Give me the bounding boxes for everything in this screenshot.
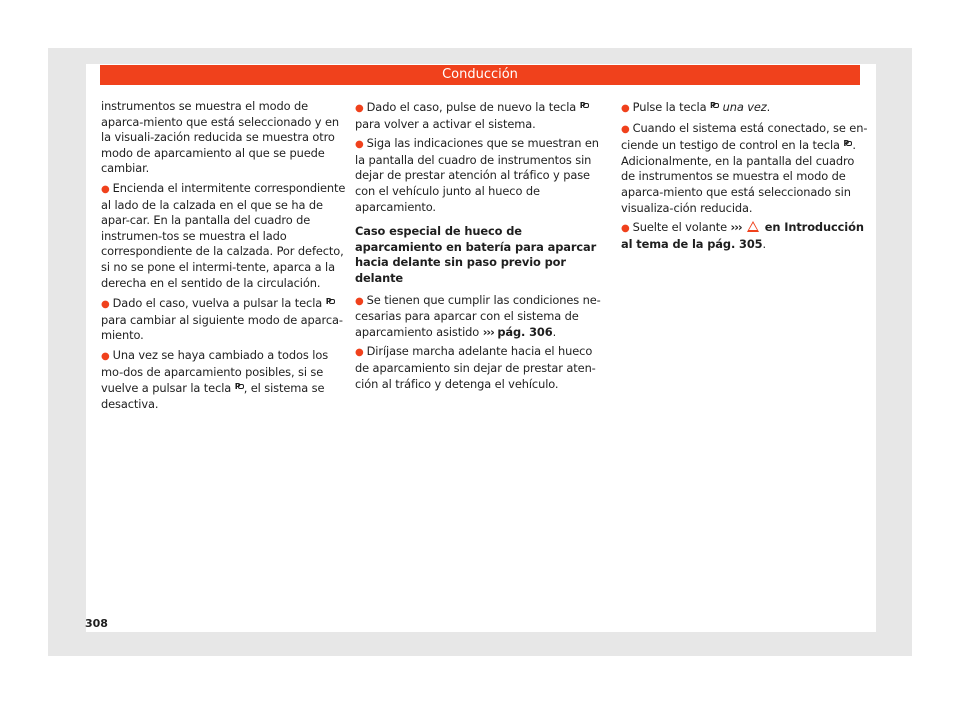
park-assist-key-icon: P bbox=[326, 295, 335, 306]
column-2 bbox=[355, 99, 605, 396]
bullet-icon: ● bbox=[621, 223, 630, 235]
column-3 bbox=[621, 99, 871, 256]
bullet-paragraph: ● Cuando el sistema está conectado, se en-ciende un testigo de control en la tecla P . Adicionalmente, en la pantalla del cuadro de instrumentos se muestra el modo de aparca-miento que está seleccionado sin visualiza-ción reducida. bbox=[621, 120, 868, 215]
bullet-paragraph: ● Encienda el intermitente correspondiente al lado de la calzada en el que se ha de apar-car. En la pantalla del cuadro de instrumen-tos se muestra el lado correspondiente de la calzada. Por defecto, si no se pone el intermi-tente, aparca a la derecha en el sentido de la circulación. bbox=[101, 180, 346, 290]
park-assist-key-icon: P bbox=[710, 99, 719, 110]
bullet-icon: ● bbox=[355, 103, 364, 114]
bullet-paragraph: ● Se tienen que cumplir las condiciones ne-cesarias para aparcar con el sistema de aparcamiento asistido ››› pág. 306. bbox=[355, 292, 601, 339]
bullet-icon: ● bbox=[101, 299, 110, 311]
page-reference-link[interactable]: en Introducción al tema de la pág. 305 bbox=[621, 220, 864, 251]
bullet-icon: ● bbox=[355, 139, 364, 151]
bullet-icon: ● bbox=[355, 347, 364, 359]
page-number: 308 bbox=[85, 617, 108, 630]
page-reference-link[interactable]: pág. 306 bbox=[497, 324, 553, 339]
bullet-paragraph: ● Suelte el volante ››› en Introducción al tema de la pág. 305. bbox=[621, 220, 864, 251]
bullet-paragraph: ● Siga las indicaciones que se muestran en la pantalla del cuadro de instrumentos sin dejar de prestar atención al tráfico y pase con el vehículo junto al hueco de aparcamiento. bbox=[355, 136, 599, 214]
bullet-paragraph: ● Una vez se haya cambiado a todos los mo-dos de aparcamiento posibles, si se vuelve a pulsar la tecla P , el sistema se desactiva. bbox=[101, 347, 329, 411]
park-assist-key-icon: P bbox=[235, 380, 244, 391]
bullet-paragraph: ● Pulse la tecla P una vez. bbox=[621, 100, 771, 114]
bullet-icon: ● bbox=[101, 350, 110, 362]
cross-reference-arrows: ››› bbox=[482, 324, 494, 339]
paragraph: instrumentos se muestra el modo de aparca-miento que está seleccionado y en la visuali-zación reducida se muestra otro modo de aparcamiento al que se puede cambiar. bbox=[101, 99, 339, 176]
cross-reference-arrows: ››› bbox=[730, 220, 742, 235]
bullet-icon: ● bbox=[101, 183, 110, 195]
park-assist-key-icon: P bbox=[580, 99, 589, 110]
subsection-heading: Caso especial de hueco de aparcamiento en batería para aparcar hacia delante sin paso previo por delante bbox=[355, 224, 597, 285]
bullet-icon: ● bbox=[355, 295, 364, 307]
bullet-icon: ● bbox=[621, 103, 630, 114]
bullet-paragraph: ● Dado el caso, pulse de nuevo la tecla P para volver a activar el sistema. bbox=[355, 99, 605, 132]
bullet-paragraph: ● Diríjase marcha adelante hacia el hueco de aparcamiento sin dejar de prestar aten-ción al tráfico y detenga el vehículo. bbox=[355, 344, 596, 391]
bullet-icon: ● bbox=[621, 123, 630, 135]
warning-triangle-icon bbox=[747, 221, 759, 232]
section-header: Conducción bbox=[100, 65, 860, 85]
bullet-paragraph: ● Dado el caso, vuelva a pulsar la tecla P para cambiar al siguiente modo de aparca-miento. bbox=[101, 296, 343, 343]
column-1 bbox=[101, 99, 351, 416]
park-assist-key-icon: P bbox=[843, 137, 852, 148]
